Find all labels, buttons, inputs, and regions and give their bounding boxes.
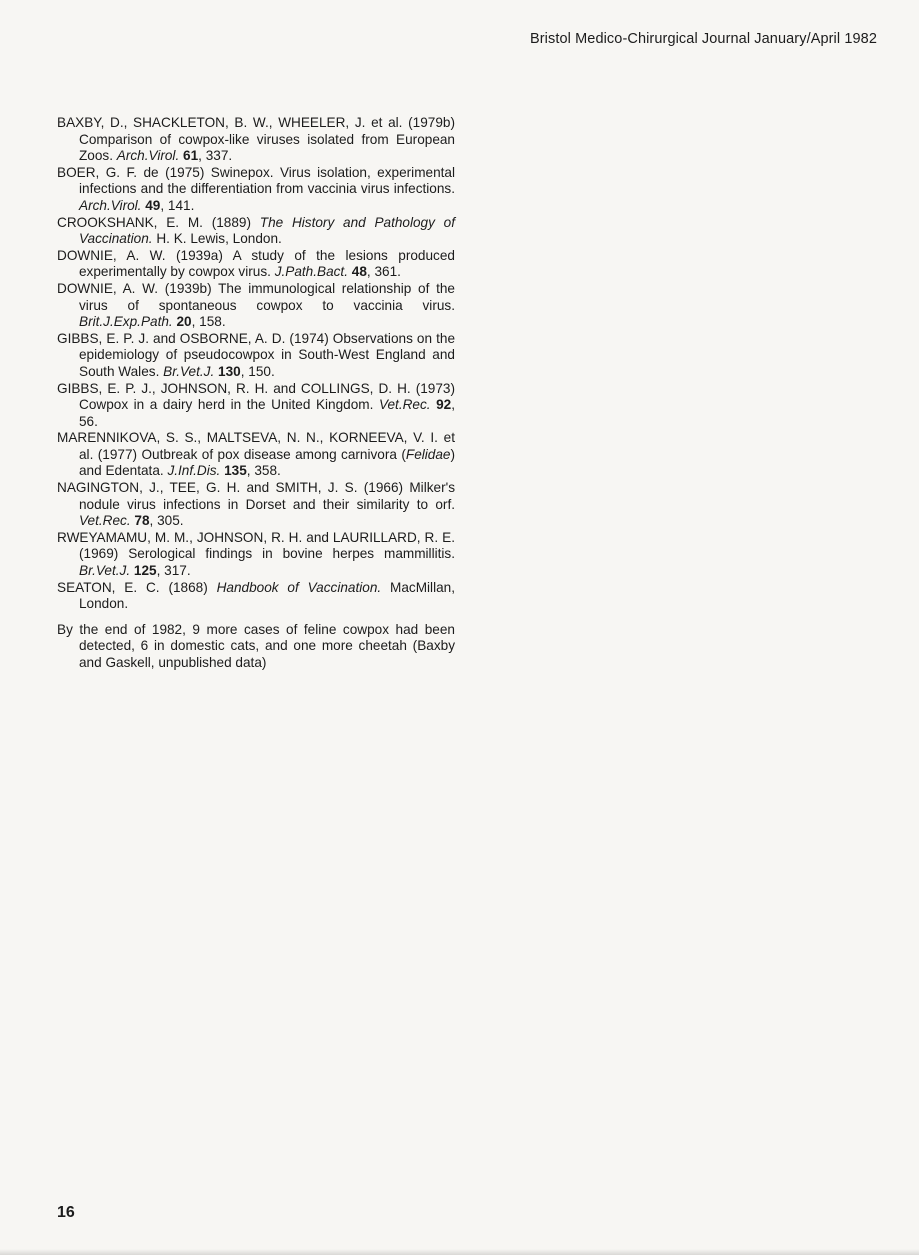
ref-authors: CROOKSHANK, E. M.	[57, 214, 203, 230]
ref-authors: DOWNIE, A. W.	[57, 247, 166, 263]
running-head: Bristol Medico-Chirurgical Journal January/April 1982	[529, 31, 877, 47]
ref-title: Observations on the epidemiology of pseudocowpox in South-West England and South Wales.	[79, 330, 455, 379]
reference-item	[57, 281, 455, 331]
ref-journal: Arch.Virol.	[116, 148, 180, 164]
ref-year: (1974)	[289, 330, 329, 346]
ref-title-italic: Felidae	[405, 446, 451, 462]
ref-journal: Arch.Virol.	[79, 197, 142, 213]
reference-item	[57, 480, 455, 530]
page-number: 16	[57, 1204, 75, 1221]
ref-year: (1939b)	[164, 280, 212, 296]
ref-authors: SEATON, E. C.	[57, 579, 160, 595]
ref-volume: 20	[176, 314, 192, 330]
ref-journal: J.Path.Bact.	[274, 264, 348, 280]
ref-year: (1868)	[168, 579, 208, 595]
ref-year: (1979b)	[408, 115, 455, 130]
ref-pages: , 150.	[240, 363, 275, 379]
reference-item	[57, 381, 455, 431]
ref-authors: MARENNIKOVA, S. S., MALTSEVA, N. N., KORNEEVA, V. I. et al.	[57, 430, 455, 462]
ref-publisher: MacMillan, London.	[79, 579, 455, 612]
ref-journal: J.Inf.Dis.	[167, 463, 221, 479]
ref-pages: , 361.	[366, 264, 401, 280]
ref-volume: 49	[145, 197, 161, 213]
ref-title: Serological findings in bovine herpes mammillitis.	[128, 546, 455, 562]
ref-volume: 125	[133, 563, 157, 579]
ref-book-title: Handbook of Vaccination.	[216, 579, 382, 595]
ref-pages: , 158.	[191, 314, 226, 330]
ref-pages: , 305.	[149, 513, 184, 529]
ref-authors: BAXBY, D., SHACKLETON, B. W., WHEELER, J. et al.	[57, 115, 403, 130]
ref-journal: Brit.J.Exp.Path.	[79, 314, 173, 330]
ref-title: A study of the lesions produced experimentally by cowpox virus.	[79, 247, 455, 280]
reference-item	[57, 331, 455, 381]
ref-title-post: ) and Edentata.	[79, 446, 456, 479]
ref-journal: Br.Vet.J.	[79, 563, 131, 579]
ref-pages: , 337.	[198, 148, 233, 164]
ref-volume: 61	[183, 148, 199, 164]
ref-title: Cowpox in a dairy herd in the United Kingdom.	[79, 397, 374, 413]
ref-title: Comparison of cowpox-like viruses isolated from European Zoos.	[79, 131, 455, 164]
ref-year: (1939a)	[176, 247, 223, 263]
ref-authors: RWEYAMAMU, M. M., JOHNSON, R. H. and LAURILLARD, R. E.	[57, 529, 455, 545]
ref-pages: , 141.	[160, 197, 195, 213]
reference-item	[57, 248, 455, 281]
ref-authors: NAGINGTON, J., TEE, G. H. and SMITH, J. S.	[57, 480, 358, 496]
ref-authors: GIBBS, E. P. J. and OSBORNE, A. D.	[57, 330, 286, 346]
page-edge-shadow	[0, 1249, 919, 1255]
reference-item	[57, 215, 455, 248]
reference-item	[57, 580, 455, 613]
ref-authors: DOWNIE, A. W.	[57, 280, 159, 296]
ref-journal: Vet.Rec.	[378, 397, 431, 413]
reference-item	[57, 430, 455, 480]
ref-authors: GIBBS, E. P. J., JOHNSON, R. H. and COLLINGS, D. H.	[57, 380, 411, 396]
ref-volume: 48	[351, 264, 367, 280]
ref-year: (1969)	[79, 546, 119, 562]
ref-volume: 135	[224, 463, 247, 479]
closing-note: By the end of 1982, 9 more cases of feline cowpox had been detected, 6 in domestic cats, and one more cheetah (Baxby and Gaskell, unpublished data)	[57, 621, 455, 670]
ref-volume: 92	[436, 397, 452, 413]
ref-year: (1966)	[363, 480, 404, 496]
ref-pages: , 358.	[246, 463, 281, 479]
ref-year: (1889)	[211, 214, 251, 230]
ref-journal: Br.Vet.J.	[163, 363, 215, 379]
ref-year: (1975)	[165, 164, 205, 180]
ref-journal: Vet.Rec.	[79, 513, 131, 529]
ref-year: (1977)	[97, 446, 138, 462]
ref-year: (1973)	[415, 380, 455, 396]
ref-title: Swinepox. Virus isolation, experimental infections and the differentiation from vaccinia virus infections.	[79, 164, 455, 197]
ref-title-pre: Outbreak of pox disease among carnivora (	[141, 446, 406, 462]
ref-pages: , 56.	[79, 397, 456, 429]
reference-item	[57, 165, 455, 215]
ref-publisher: H. K. Lewis, London.	[156, 231, 282, 247]
ref-authors: BOER, G. F. de	[57, 164, 159, 180]
ref-pages: , 317.	[156, 563, 191, 579]
reference-item	[57, 530, 455, 580]
ref-volume: 78	[134, 513, 150, 529]
ref-title: Milker's nodule virus infections in Dorset and their similarity to orf.	[79, 480, 455, 512]
reference-list	[57, 115, 455, 685]
ref-book-title: The History and Pathology of Vaccination.	[79, 214, 456, 247]
reference-item	[57, 115, 455, 165]
ref-volume: 130	[218, 363, 241, 379]
ref-title: The immunological relationship of the virus of spontaneous cowpox to vaccinia virus.	[79, 280, 455, 313]
